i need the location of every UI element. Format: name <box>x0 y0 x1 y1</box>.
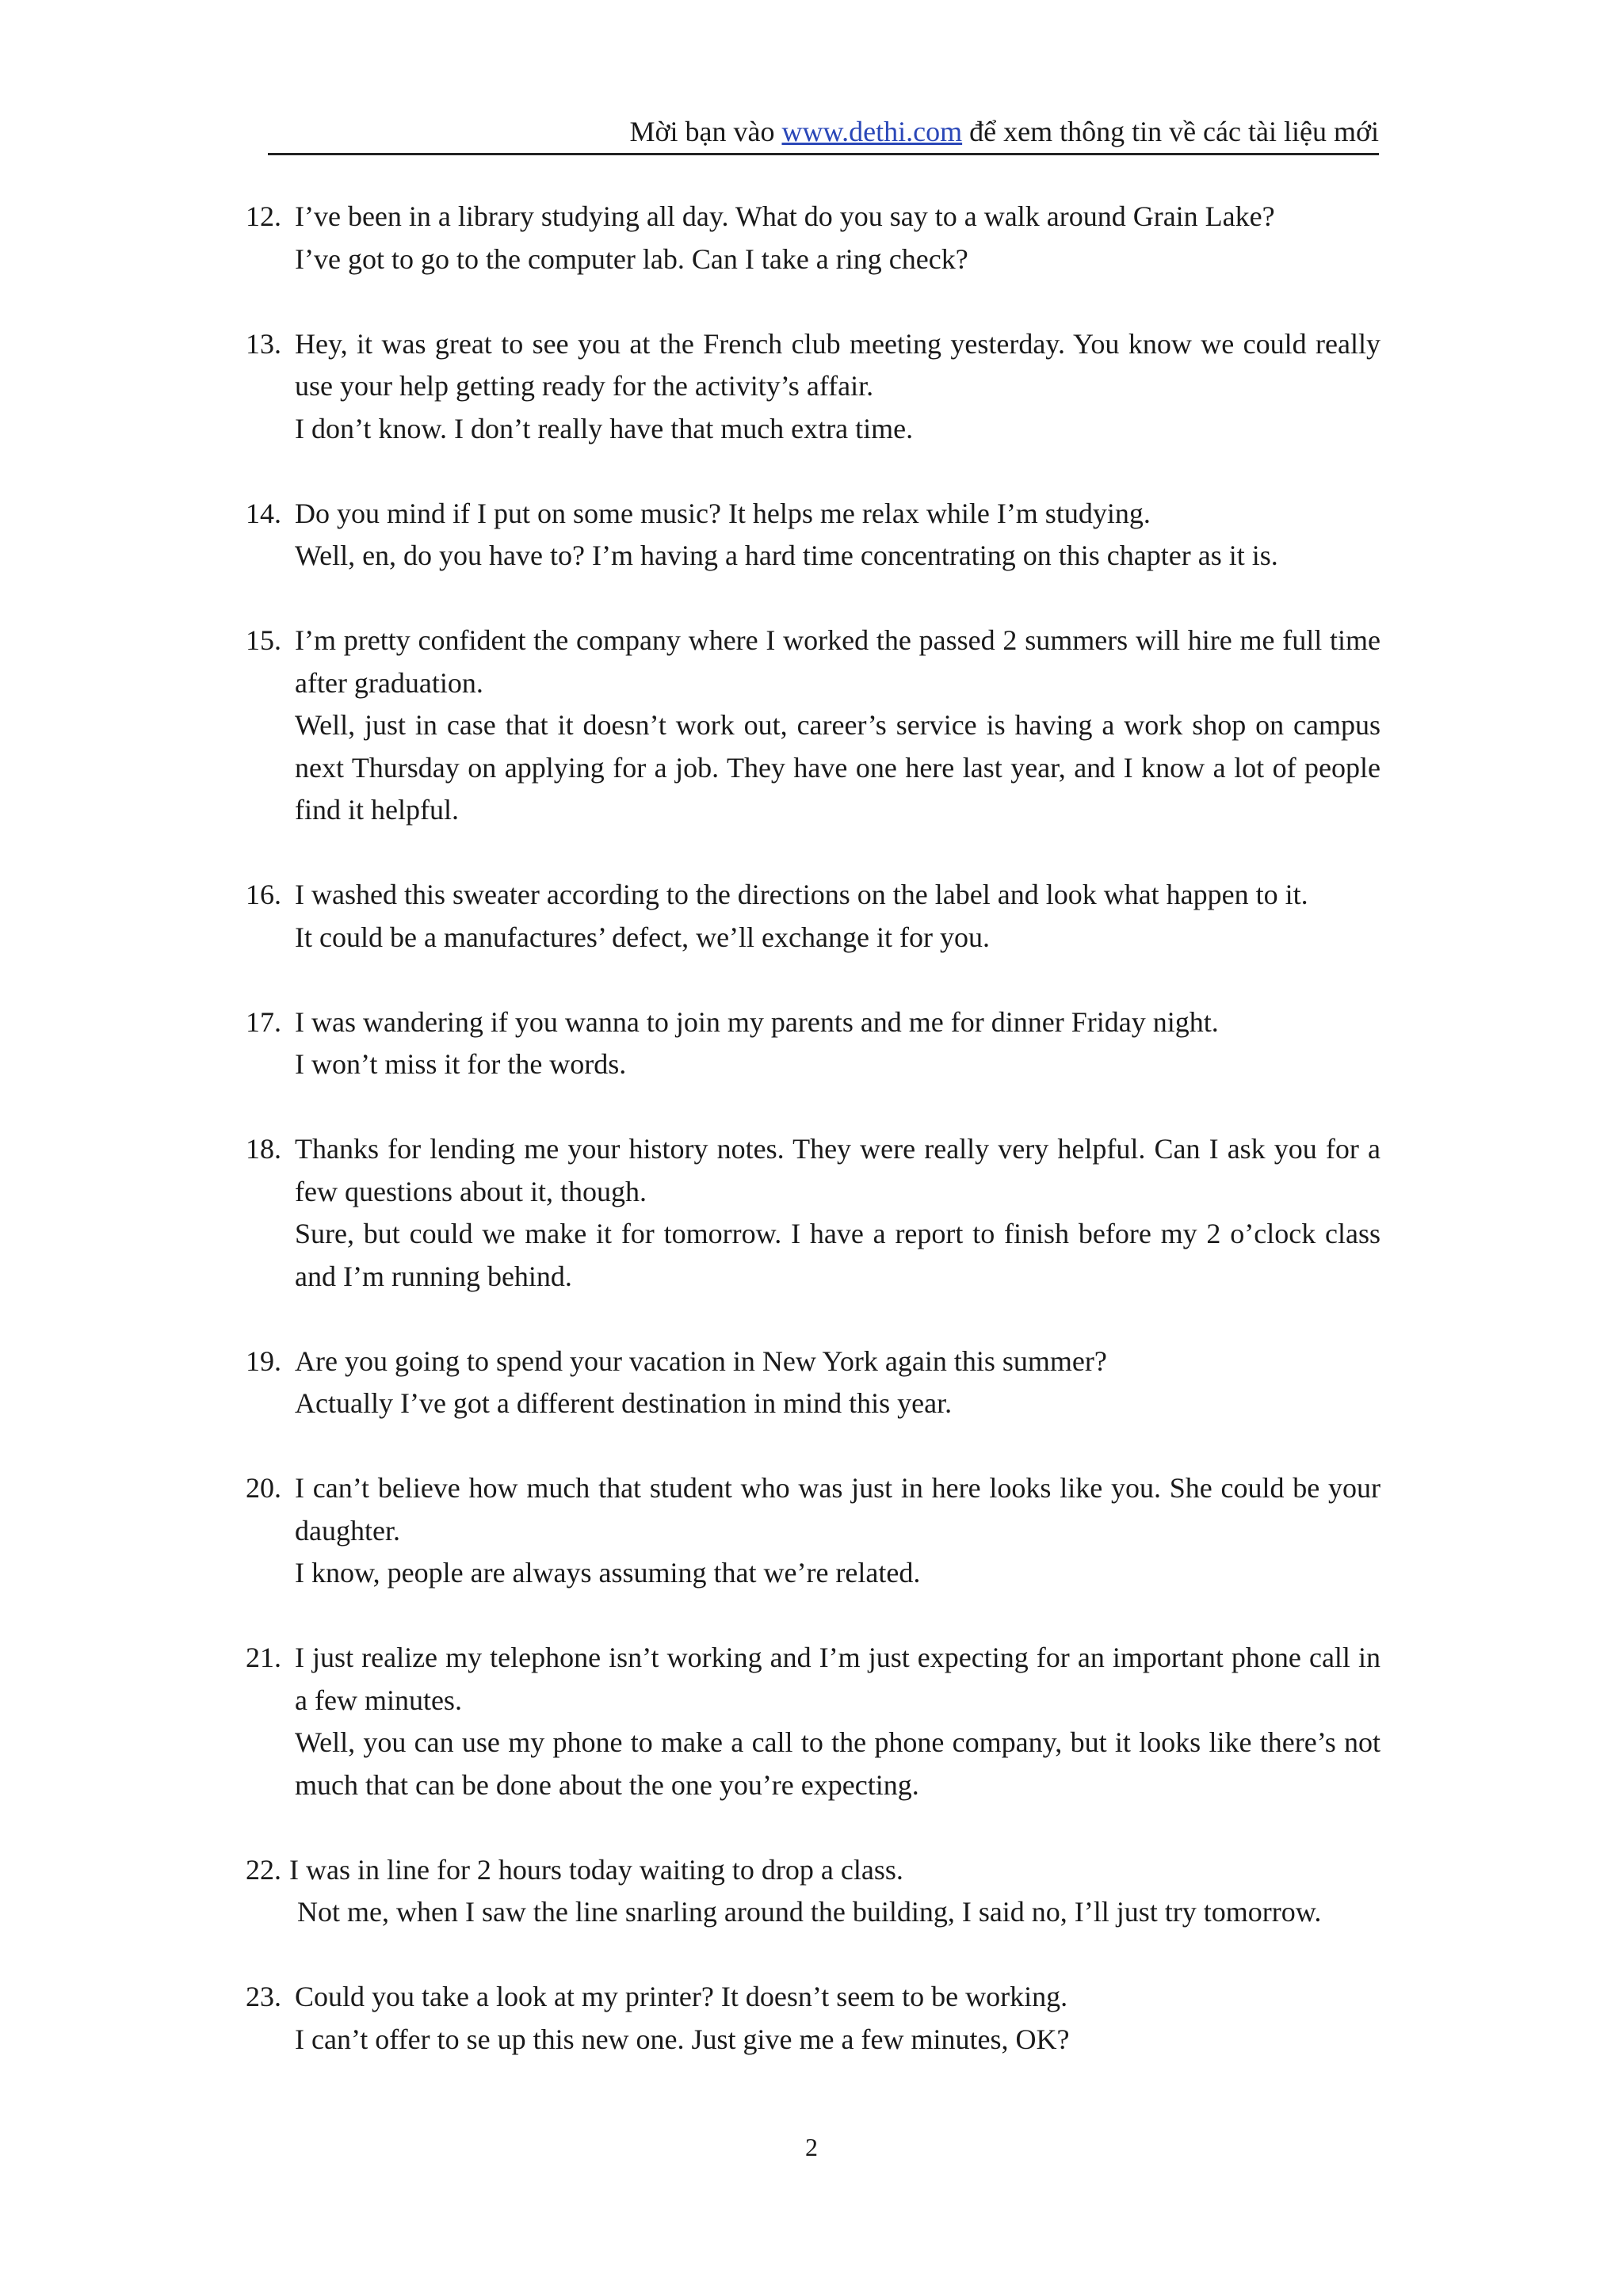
header-rule <box>268 153 1379 155</box>
item-number: 15. <box>246 624 281 656</box>
line-b: Well, you can use my phone to make a call to the phone company, but it looks like there’s not much that can be done about the one you’re expecting. <box>295 1726 1381 1801</box>
item-number: 22. <box>246 1853 281 1886</box>
line-a: I’ve been in a library studying all day. What do you say to a walk around Grain Lake? <box>295 200 1275 232</box>
item-number: 23. <box>246 1981 281 2012</box>
item-number: 17. <box>246 1005 281 1038</box>
item-number: 13. <box>246 327 281 360</box>
line-b: Well, just in case that it doesn’t work out, career’s service is having a work shop on campus next Thursday on applying for a job. They have one here last year, and I know a lot of people find it helpful. <box>295 709 1381 826</box>
line-a: I just realize my telephone isn’t working and I’m just expecting for an important phone call in a few minutes. <box>295 1642 1381 1716</box>
item-number: 19. <box>246 1344 281 1377</box>
line-a: Are you going to spend your vacation in New York again this summer? <box>295 1344 1107 1377</box>
dialogue-item-12 <box>246 196 1381 280</box>
line-b: Well, en, do you have to? I’m having a hard time concentrating on this chapter as it is. <box>295 540 1278 571</box>
line-b: I’ve got to go to the computer lab. Can I take a ring check? <box>295 242 968 275</box>
item-number: 14. <box>246 497 281 529</box>
line-b: I know, people are always assuming that we’re related. <box>295 1557 921 1589</box>
line-b: I won’t miss it for the words. <box>295 1048 627 1080</box>
item-number: 20. <box>246 1472 281 1504</box>
item-number: 18. <box>246 1133 281 1165</box>
line-a: I was in line for 2 hours today waiting to drop a class. <box>289 1853 903 1886</box>
line-a: I’m pretty confident the company where I worked the passed 2 summers will hire me full time after graduation. <box>295 624 1381 699</box>
dialogue-item-20 <box>246 1467 1381 1595</box>
line-a: Thanks for lending me your history notes. They were really very helpful. Can I ask you for a few questions about it, though. <box>295 1133 1381 1207</box>
dialogue-item-17 <box>246 1001 1381 1086</box>
header-link[interactable]: www.dethi.com <box>781 116 963 147</box>
line-a: Do you mind if I put on some music? It helps me relax while I’m studying. <box>295 497 1151 529</box>
line-a: I can’t believe how much that student who was just in here looks like you. She could be your daughter. <box>295 1472 1381 1547</box>
header-prefix: Mời bạn vào <box>629 116 782 147</box>
item-number: 12. <box>246 200 281 232</box>
dialogue-item-19 <box>246 1341 1381 1425</box>
dialogue-list <box>246 196 1381 2103</box>
line-b: It could be a manufactures’ defect, we’ll exchange it for you. <box>295 921 990 953</box>
line-a: Could you take a look at my printer? It doesn’t seem to be working. <box>295 1981 1068 2012</box>
dialogue-item-13 <box>246 323 1381 451</box>
item-number: 21. <box>246 1642 281 1673</box>
dialogue-item-23 <box>246 1976 1381 2061</box>
dialogue-item-14 <box>246 493 1381 578</box>
dialogue-item-18 <box>246 1128 1381 1298</box>
line-a: I was wandering if you wanna to join my parents and me for dinner Friday night. <box>295 1005 1219 1038</box>
dialogue-item-15 <box>246 620 1381 832</box>
dialogue-item-16 <box>246 874 1381 959</box>
line-b: Not me, when I saw the line snarling around the building, I said no, I’ll just try tomorrow. <box>297 1896 1322 1928</box>
line-b: I don’t know. I don’t really have that much extra time. <box>295 412 914 444</box>
page-number: 2 <box>805 2133 818 2161</box>
item-number: 16. <box>246 879 281 910</box>
page-header <box>268 111 1379 152</box>
dialogue-item-21 <box>246 1637 1381 1806</box>
line-a: I washed this sweater according to the directions on the label and look what happen to it. <box>295 879 1308 910</box>
line-b: I can’t offer to se up this new one. Just give me a few minutes, OK? <box>295 2023 1070 2055</box>
line-b: Actually I’ve got a different destination in mind this year. <box>295 1387 953 1419</box>
line-b: Sure, but could we make it for tomorrow. I have a report to finish before my 2 o’clock class and I’m running behind. <box>295 1218 1381 1292</box>
dialogue-item-22 <box>246 1849 1381 1934</box>
header-suffix: để xem thông tin về các tài liệu mới <box>962 116 1379 147</box>
line-a: Hey, it was great to see you at the French club meeting yesterday. You know we could really use your help getting ready for the activity’s affair. <box>295 327 1381 402</box>
